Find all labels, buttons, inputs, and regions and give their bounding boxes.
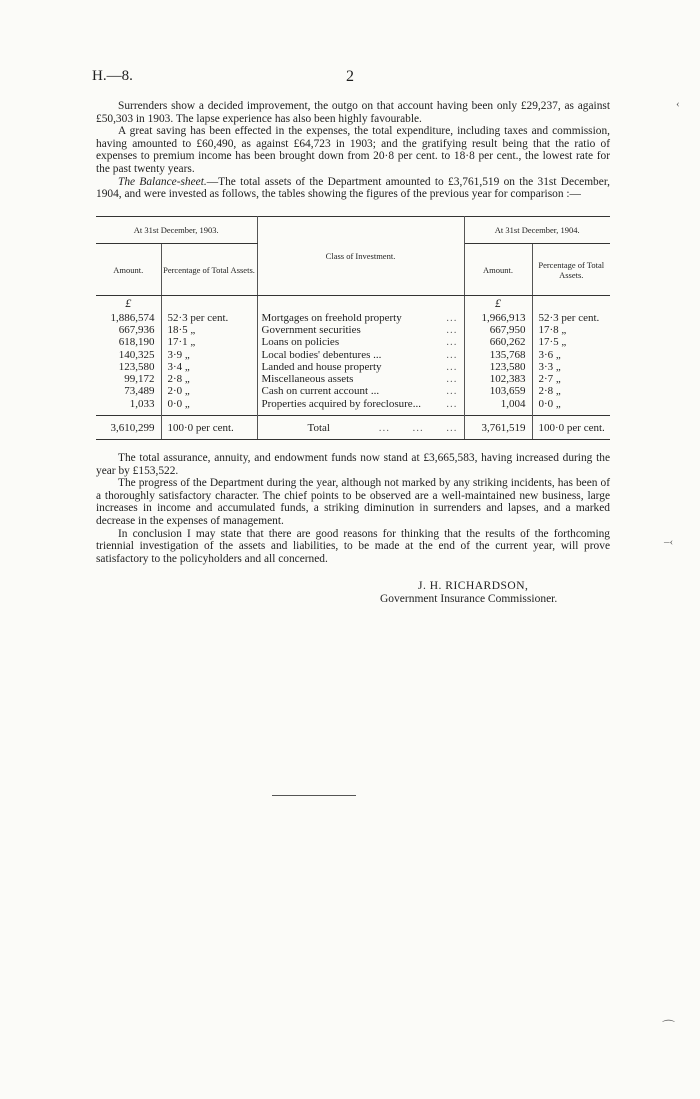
table-row xyxy=(96,312,610,324)
header-1903: At 31st December, 1903. xyxy=(96,217,257,244)
amount-1903: 618,190 xyxy=(96,336,161,348)
amount-1903: 1,886,574 xyxy=(96,312,161,324)
paragraph-expenses: A great saving has been effected in the expenses, the total expenditure, including taxes and commission, having amounted to £60,490, as against £64,723 in 1903; and the gratifying result being that the ratio of expenses to premium income has been brought down from 20·8 per cent. to 18·8 per cent., the lowest rate for the past twenty years. xyxy=(96,125,610,175)
investment-class: Properties acquired by foreclosure... ... xyxy=(257,398,464,410)
amount-1904: 123,580 xyxy=(464,361,532,373)
total-label: Total ... ... ... xyxy=(257,416,464,440)
percentage-1904: 17·8 „ xyxy=(538,323,567,336)
amount-1903: 667,936 xyxy=(96,324,161,336)
page-number: 2 xyxy=(346,68,354,85)
percentage-1904: 17·5 „ xyxy=(538,336,567,349)
table-body xyxy=(96,312,610,410)
amount-1904: 135,768 xyxy=(464,348,532,360)
header-class-of-investment: Class of Investment. xyxy=(257,217,464,296)
table-row xyxy=(96,398,610,410)
header-amount-1903: Amount. xyxy=(96,244,161,296)
amount-1903: 1,033 xyxy=(96,398,161,410)
closing-rule xyxy=(272,795,356,796)
table-row xyxy=(96,373,610,385)
header-amount-1904: Amount. xyxy=(464,244,532,296)
amount-1904: 1,004 xyxy=(464,398,532,410)
table-row xyxy=(96,324,610,336)
page-reference: H.—8. xyxy=(92,68,133,84)
investment-class: Cash on current account ... ... xyxy=(257,385,464,397)
signatory-title: Government Insurance Commissioner. xyxy=(380,593,558,605)
header-percentage-1903: Percentage of Total Assets. xyxy=(161,244,257,296)
intro-section xyxy=(96,100,610,201)
amount-1903: 99,172 xyxy=(96,373,161,385)
percentage-1903: 17·1 „ xyxy=(161,336,257,348)
paragraph-surrenders: Surrenders show a decided improvement, the outgo on that account having been only £29,237, as against £50,303 in 1903. The lapse experience has also been highly favourable. xyxy=(96,100,610,125)
percentage-1904: 3·6 „ xyxy=(538,348,561,361)
total-amount-1904: 3,761,519 xyxy=(464,416,532,440)
total-amount-1903: 3,610,299 xyxy=(96,416,161,440)
total-percentage-1903: 100·0 per cent. xyxy=(161,416,257,440)
investment-class: Miscellaneous assets ... xyxy=(257,373,464,385)
investment-table xyxy=(96,216,610,440)
signature-block xyxy=(380,580,557,606)
header-percentage-1904: Percentage of Total Assets. xyxy=(532,244,610,296)
investment-class: Government securities ... xyxy=(257,324,464,336)
table-row xyxy=(96,348,610,360)
table-row xyxy=(96,361,610,373)
amount-1904: 660,262 xyxy=(464,336,532,348)
currency-1903: £ xyxy=(96,296,161,312)
amount-1903: 140,325 xyxy=(96,348,161,360)
percentage-1904: 2·8 „ xyxy=(538,385,561,398)
percentage-1903: 52·3 per cent. xyxy=(161,312,257,324)
table-row xyxy=(96,336,610,348)
margin-mark: ‹ xyxy=(676,98,680,110)
percentage-1903: 0·0 „ xyxy=(161,398,257,410)
amount-1904: 1,966,913 xyxy=(464,312,532,324)
investment-class: Loans on policies ... xyxy=(257,336,464,348)
margin-mark: –‹ xyxy=(664,536,674,548)
percentage-1904: 2·7 „ xyxy=(538,373,561,386)
margin-mark: ⌒ xyxy=(662,1019,676,1034)
currency-1904: £ xyxy=(464,296,532,312)
paragraph-progress: The progress of the Department during the year, although not marked by any striking incidents, has been of a thoroughly satisfactory character. The chief points to be observed are a well-maintained new business, large increases in income and accumulated funds, a striking diminution in surrenders and lapses, and a marked decrease in the expenses of management. xyxy=(96,477,610,527)
paragraph-funds: The total assurance, annuity, and endowment funds now stand at £3,665,583, having increased during the year by £153,522. xyxy=(96,452,610,477)
percentage-1903: 2·8 „ xyxy=(161,373,257,385)
table-row xyxy=(96,385,610,397)
percentage-1903: 2·0 „ xyxy=(161,385,257,397)
percentage-1903: 18·5 „ xyxy=(161,324,257,336)
percentage-1904: 0·0 „ xyxy=(538,397,561,410)
investment-class: Local bodies' debentures ... ... xyxy=(257,348,464,360)
header-1904: At 31st December, 1904. xyxy=(464,217,610,244)
signatory-name: J. H. RICHARDSON, xyxy=(418,580,529,592)
percentage-1903: 3·4 „ xyxy=(161,361,257,373)
percentage-1903: 3·9 „ xyxy=(161,348,257,360)
balance-sheet-heading: The Balance-sheet. xyxy=(118,175,207,188)
amount-1903: 73,489 xyxy=(96,385,161,397)
balance-sheet-text: —The total assets of the Department amounted to £3,761,519 on the 31st December, 1904, and were invested as follows, the tables showing the figures of the previous year for comparison :— xyxy=(96,175,610,201)
total-percentage-1904: 100·0 per cent. xyxy=(532,416,610,440)
amount-1904: 667,950 xyxy=(464,324,532,336)
investment-class: Landed and house property ... xyxy=(257,361,464,373)
paragraph-conclusion: In conclusion I may state that there are good reasons for thinking that the results of the forthcoming triennial investigation of the assets and liabilities, to be made at the end of the current year, will prove satisfactory to the policyholders and all concerned. xyxy=(96,527,610,565)
closing-section xyxy=(96,452,610,565)
percentage-1904: 52·3 per cent. xyxy=(538,311,600,324)
amount-1903: 123,580 xyxy=(96,361,161,373)
paragraph-balance-sheet xyxy=(96,176,610,201)
amount-1904: 103,659 xyxy=(464,385,532,397)
amount-1904: 102,383 xyxy=(464,373,532,385)
percentage-1904: 3·3 „ xyxy=(538,360,561,373)
investment-class: Mortgages on freehold property ... xyxy=(257,312,464,324)
